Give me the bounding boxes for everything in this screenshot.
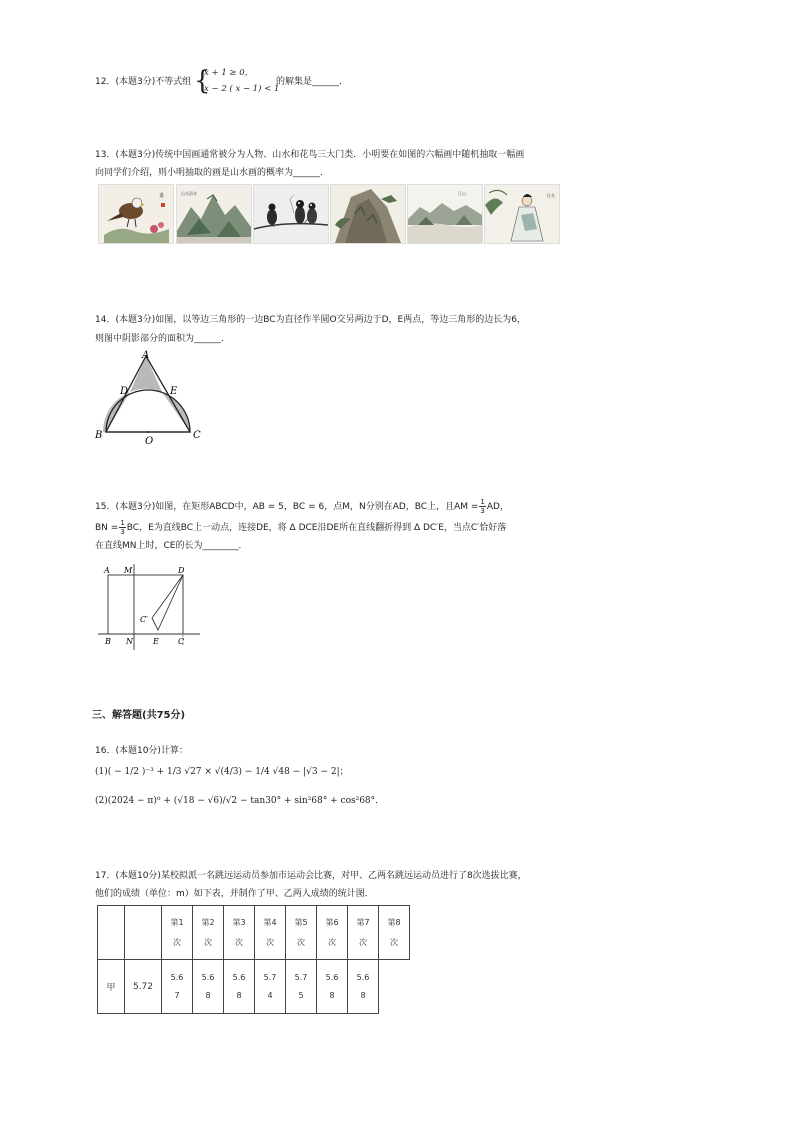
q17-line1 [95, 870, 527, 883]
q15-text-1b: AD， [486, 502, 509, 512]
mountain-painting [176, 184, 252, 244]
q13-number: 13． [95, 150, 116, 160]
rectangle-abcd [108, 575, 183, 634]
header-cell-5: 第5 次 [286, 906, 317, 960]
pine-cliff-painting [330, 184, 406, 244]
q15-frac-1: $\frac{1}{3}$ [480, 498, 485, 515]
birds-on-branch-painting [253, 184, 329, 244]
label-a: A [104, 566, 110, 575]
score-cell-3: 5.6 8 [224, 960, 255, 1014]
label-c: C [193, 430, 201, 441]
label-e: E [170, 386, 178, 397]
q15-text-2a: BN = [95, 523, 119, 533]
q16-number: 16． [95, 746, 116, 756]
label-m: M [124, 566, 133, 575]
svg-text:仕女: 仕女 [547, 193, 555, 198]
eagle-painting [98, 184, 174, 244]
q17-line2: 他们的成绩（单位：m）如下表，并制作了甲、乙两人成绩的统计图． [95, 889, 374, 899]
q15-text-2b: BC，E为直线BC上一动点，连接DE，将 Δ DCE沿DE所在直线翻折得到 Δ DC′E，当点C′恰好落 [126, 523, 507, 533]
q12-inequality-1: x + 1 ≥ 0， [204, 68, 254, 78]
q15-number: 15． [95, 502, 116, 512]
table-row [98, 960, 410, 1014]
section-3-title: 三、解答题(共75分) [92, 710, 186, 721]
header-cell-4: 第4 次 [255, 906, 286, 960]
q16-intro [95, 745, 188, 758]
q17-number: 17． [95, 871, 116, 881]
header-cell-empty [98, 906, 125, 960]
q12-text-before: 不等式组 [155, 77, 192, 87]
q17-text-1: 某校拟派一名跳远运动员参加市运动会比赛，对甲、乙两名跳远运动员进行了8次选拔比赛， [160, 871, 527, 881]
q16-part2: (2)(2024 − π)⁰ + (√18 − √6)/√2 − tan30° + sin²68° + cos²68°． [95, 796, 385, 806]
q15-text-1a: 如图，在矩形ABCD中，AB = 5，BC = 6，点M，N分别在AD，BC上，且AM = [155, 502, 479, 512]
q13-points: (本题3分) [115, 150, 156, 160]
q15-line2 [95, 519, 506, 536]
header-cell-1: 第1 次 [162, 906, 193, 960]
label-a: A [142, 350, 150, 361]
header-cell-empty-2 [125, 906, 162, 960]
q15-points: (本题3分) [115, 502, 156, 512]
q15-frac-2: $\frac{1}{3}$ [120, 519, 125, 536]
label-b: B [105, 637, 111, 646]
q14-line1 [95, 314, 526, 327]
q16-points: (本题10分) [115, 746, 161, 756]
score-cell-1: 5.6 7 [162, 960, 193, 1014]
q12-number: 12． [95, 77, 116, 87]
triangle-dce [152, 575, 183, 630]
score-cell-7: 5.6 8 [348, 960, 379, 1014]
label-b: B [95, 430, 103, 441]
q17-points: (本题10分) [115, 871, 161, 881]
svg-text:畫: 畫 [159, 193, 165, 199]
q12-text-after: 的解集是______． [276, 77, 349, 87]
table-header-row [98, 906, 410, 960]
shaded-top-region [130, 356, 162, 392]
q14-points: (本题3分) [115, 315, 156, 325]
q14-figure [90, 348, 210, 448]
q15-line1 [95, 498, 509, 515]
label-c: C [178, 637, 185, 646]
label-o: O [145, 436, 154, 447]
label-n: N [126, 637, 133, 646]
header-cell-6: 第6 次 [317, 906, 348, 960]
score-cell-4: 5.7 4 [255, 960, 286, 1014]
score-cell-2: 5.6 8 [193, 960, 224, 1014]
q12-inequality-2: x − 2 ( x − 1) < 1 [204, 84, 280, 94]
score-cell-0: 5.72 [125, 960, 162, 1014]
header-cell-7: 第7 次 [348, 906, 379, 960]
label-c-prime: C′ [140, 615, 148, 624]
header-cell-3: 第3 次 [224, 906, 255, 960]
q12-points: (本题3分) [115, 77, 156, 87]
header-cell-8: 第8 次 [379, 906, 410, 960]
q16-intro-text: 计算： [160, 746, 188, 756]
q13-text-1: 传统中国画通常被分为人物、山水和花鸟三大门类．小明要在如图的六幅画中随机抽取一幅画 [155, 150, 525, 160]
q15-figure [94, 560, 204, 650]
svg-text:江山: 江山 [458, 191, 466, 196]
q14-number: 14． [95, 315, 116, 325]
q14-line2: 则图中阴影部分的面积为______． [95, 334, 231, 344]
svg-text:山水清音: 山水清音 [181, 191, 197, 196]
header-cell-2: 第2 次 [193, 906, 224, 960]
label-d: D [120, 386, 129, 397]
q15-line3: 在直线MN上时，CE的长为________． [95, 541, 248, 551]
figure-painting [484, 184, 560, 244]
score-table [97, 905, 410, 1014]
score-cell-5: 5.7 5 [286, 960, 317, 1014]
landscape-painting [407, 184, 483, 244]
q14-text-1: 如图，以等边三角形的一边BC为直径作半圆O交另两边于D，E两点，等边三角形的边长为6， [155, 315, 526, 325]
q12-prefix [95, 76, 191, 89]
q13-line1 [95, 149, 524, 162]
row-label: 甲 [98, 960, 125, 1014]
score-cell-6: 5.6 8 [317, 960, 348, 1014]
q12-brace: { [194, 66, 211, 96]
label-e: E [153, 637, 159, 646]
q16-part1: (1)( − 1/2 )⁻³ + 1/3 √27 × √(4/3) − 1/4 √48 − |√3 − 2|； [95, 767, 349, 777]
label-d: D [178, 566, 185, 575]
q13-line2: 向同学们介绍，则小明抽取的画是山水画的概率为______． [95, 168, 330, 178]
